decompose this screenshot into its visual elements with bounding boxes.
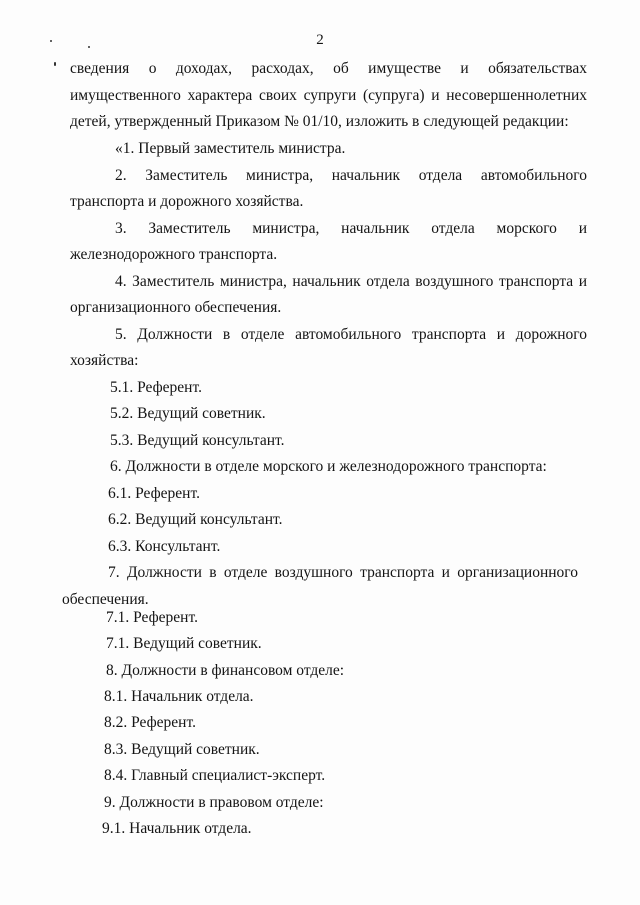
list-subitem: 9.1. Начальник отдела. [102, 820, 252, 837]
list-item-continuation: железнодорожного транспорта. [70, 246, 278, 263]
list-item: 6. Должности в отделе морского и железнодорожного транспорта: [110, 458, 547, 475]
list-subitem: 8.1. Начальник отдела. [104, 688, 254, 705]
list-item: 2. Заместитель министра, начальник отдела автомобильного [115, 167, 587, 184]
list-item: 7. Должности в отделе воздушного транспорта и организационного [108, 564, 578, 581]
list-item-continuation: транспорта и дорожного хозяйства. [70, 193, 304, 210]
list-item: 3. Заместитель министра, начальник отдела морского и [115, 220, 587, 237]
list-subitem: 6.3. Консультант. [108, 538, 221, 555]
list-item-continuation: хозяйства: [70, 352, 139, 369]
list-item: 4. Заместитель министра, начальник отдела воздушного транспорта и [115, 273, 587, 290]
page-number: 2 [316, 32, 324, 48]
list-item-continuation: организационного обеспечения. [70, 299, 282, 316]
paragraph-line: детей, утвержденный Приказом № 01/10, изложить в следующей редакции: [70, 113, 569, 130]
list-subitem: 8.4. Главный специалист-эксперт. [104, 767, 326, 784]
list-subitem: 8.3. Ведущий советник. [104, 741, 260, 758]
list-subitem: 5.3. Ведущий консультант. [110, 432, 285, 449]
list-subitem: 6.1. Референт. [108, 485, 200, 502]
list-item-continuation: обеспечения. [62, 591, 149, 608]
paragraph-line: имущественного характера своих супруги (супруга) и несовершеннолетних [70, 87, 587, 104]
list-item: 5. Должности в отделе автомобильного транспорта и дорожного [115, 326, 587, 343]
list-subitem: 5.2. Ведущий советник. [110, 405, 266, 422]
list-subitem: 7.1. Референт. [106, 609, 198, 626]
paragraph-line: сведения о доходах, расходах, об имуществе и обязательствах [70, 60, 587, 77]
list-subitem: 7.1. Ведущий советник. [106, 635, 262, 652]
list-subitem: 8.2. Референт. [104, 714, 196, 731]
list-subitem: 5.1. Референт. [110, 379, 202, 396]
list-item: 8. Должности в финансовом отделе: [106, 662, 345, 679]
list-subitem: 6.2. Ведущий консультант. [108, 511, 283, 528]
list-item: «1. Первый заместитель министра. [115, 140, 346, 157]
list-item: 9. Должности в правовом отделе: [104, 794, 324, 811]
scan-speck [54, 62, 56, 66]
